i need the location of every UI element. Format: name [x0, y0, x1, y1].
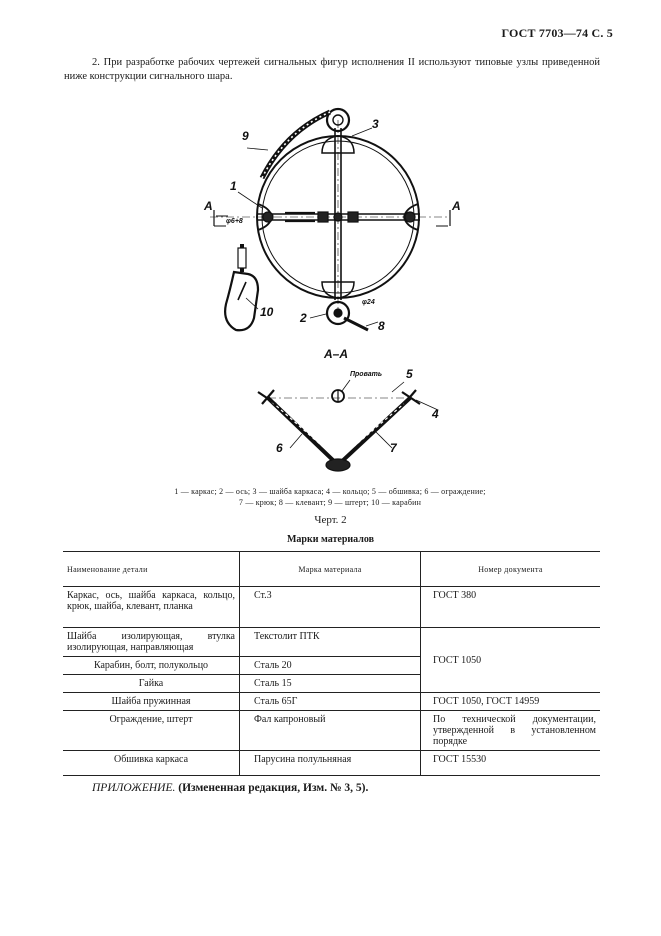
- table-row: [63, 587, 600, 628]
- label-9: 9: [242, 129, 249, 143]
- materials-table: [63, 551, 600, 776]
- label-7: 7: [390, 441, 397, 455]
- label-4: 4: [432, 407, 439, 421]
- appendix-revision: (Измененная редакция, Изм. № 3, 5).: [178, 782, 369, 794]
- cell-part: Шайба изолирующая, втулка изолирующая, направляющая: [63, 628, 240, 657]
- intro-paragraph: 2. При разработке рабочих чертежей сигнальных фигур исполнения II используют типовые узлы приведенной ниже конструкции сигнального шара.: [64, 57, 600, 82]
- figure-caption: Черт. 2: [314, 514, 347, 526]
- label-8: 8: [378, 319, 385, 333]
- label-6: 6: [276, 441, 283, 455]
- cell-part: Гайка: [63, 675, 240, 693]
- cell-material: Фал капроновый: [240, 711, 421, 751]
- cell-material: Сталь 20: [240, 657, 421, 675]
- appendix-label: ПРИЛОЖЕНИЕ.: [92, 782, 176, 794]
- cell-material: Ст.3: [240, 587, 421, 628]
- cell-part: Обшивка каркаса: [63, 751, 240, 776]
- header-document: Номер документа: [421, 552, 601, 587]
- figure-legend: [90, 486, 570, 508]
- section-view-title: А–А: [324, 347, 349, 361]
- section-left-label: А: [204, 199, 213, 213]
- cell-material: Сталь 15: [240, 675, 421, 693]
- page-header: ГОСТ 7703—74 С. 5: [501, 26, 613, 40]
- header-material: Марка материала: [240, 552, 421, 587]
- header-part: Наименование детали: [63, 552, 240, 587]
- cell-document: ГОСТ 1050, ГОСТ 14959: [421, 693, 601, 711]
- table-header-row: [63, 552, 600, 587]
- dimension-label-2: φ24: [362, 299, 375, 306]
- cell-document: По технической документации, утвержденной в установленном порядке: [421, 711, 601, 751]
- cell-document: ГОСТ 380: [421, 587, 601, 628]
- cell-material: Текстолит ПТК: [240, 628, 421, 657]
- label-3: 3: [372, 117, 379, 131]
- table-row: [63, 751, 600, 776]
- dimension-label-1: φ6+8: [226, 218, 243, 225]
- cell-part: Карабин, болт, полукольцо: [63, 657, 240, 675]
- cell-document: ГОСТ 15530: [421, 751, 601, 776]
- cell-document: ГОСТ 1050: [421, 628, 601, 693]
- legend-line-1: 1 — каркас; 2 — ось; 3 — шайба каркаса; 4 — кольцо; 5 — обшивка; 6 — ограждение;: [174, 487, 486, 496]
- weld-label: Провать: [350, 371, 382, 378]
- cell-part: Шайба пружинная: [63, 693, 240, 711]
- label-2: 2: [300, 311, 307, 325]
- label-5: 5: [406, 367, 413, 381]
- cell-material: Сталь 65Г: [240, 693, 421, 711]
- appendix-note: [92, 782, 368, 794]
- section-right-label: А: [452, 199, 461, 213]
- label-10: 10: [260, 305, 274, 319]
- cell-part: Ограждение, штерт: [63, 711, 240, 751]
- table-row: [63, 693, 600, 711]
- table-row: [63, 711, 600, 751]
- table-row: [63, 628, 600, 657]
- table-title: Марки материалов: [286, 534, 375, 545]
- cell-part: Каркас, ось, шайба каркаса, кольцо, крюк, шайба, клевант, планка: [63, 587, 240, 628]
- cell-material: Парусина полульняная: [240, 751, 421, 776]
- label-1: 1: [230, 179, 237, 193]
- legend-line-2: 7 — крюк; 8 — клевант; 9 — штерт; 10 — карабин: [238, 498, 422, 507]
